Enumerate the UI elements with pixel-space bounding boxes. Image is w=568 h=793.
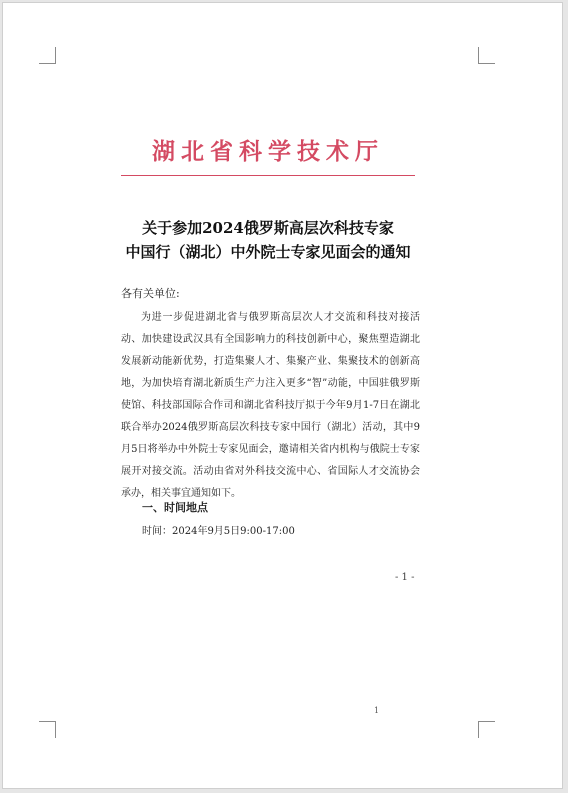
body-paragraph: 为进一步促进湖北省与俄罗斯高层次人才交流和科技对接活动、加快建设武汉具有全国影响力的科技创新中心，聚焦塑造湖北发展新动能新优势，打造集聚人才、集聚产业、集聚技术的创新高地，为加快培育湖北新质生产力注入更多“智”动能，中国驻俄罗斯使馆、科技部国际合作司和湖北省科技厅拟于今年9月1-7日在湖北联合举办2024俄罗斯高层次科技专家中国行（湖北）活动，其中9月5日将举办中外院士专家见面会，邀请相关省内机构与俄院士专家展开对接交流。活动由省对外科技交流中心、省国际人才交流协会承办，相关事宜通知如下。 — [121, 312, 420, 499]
document-title-line-1: 关于参加2024俄罗斯高层次科技专家 — [142, 219, 394, 237]
crop-mark-top-right — [478, 47, 495, 64]
document-title — [93, 216, 443, 264]
header-divider — [121, 175, 415, 176]
footer-mark: 1 — [374, 706, 380, 715]
crop-mark-top-left — [39, 47, 56, 64]
crop-mark-bottom-left — [39, 721, 56, 738]
section-heading-time-location: 一、时间地点 — [142, 501, 208, 514]
salutation: 各有关单位: — [121, 287, 180, 300]
page-number: - 1 - — [395, 572, 415, 583]
crop-mark-bottom-right — [478, 721, 495, 738]
issuing-organization: 湖北省科学技术厅 — [152, 139, 384, 165]
document-page — [2, 2, 563, 789]
document-title-line-2: 中国行（湖北）中外院士专家见面会的通知 — [125, 243, 411, 261]
event-time: 时间：2024年9月5日9:00-17:00 — [142, 526, 295, 537]
